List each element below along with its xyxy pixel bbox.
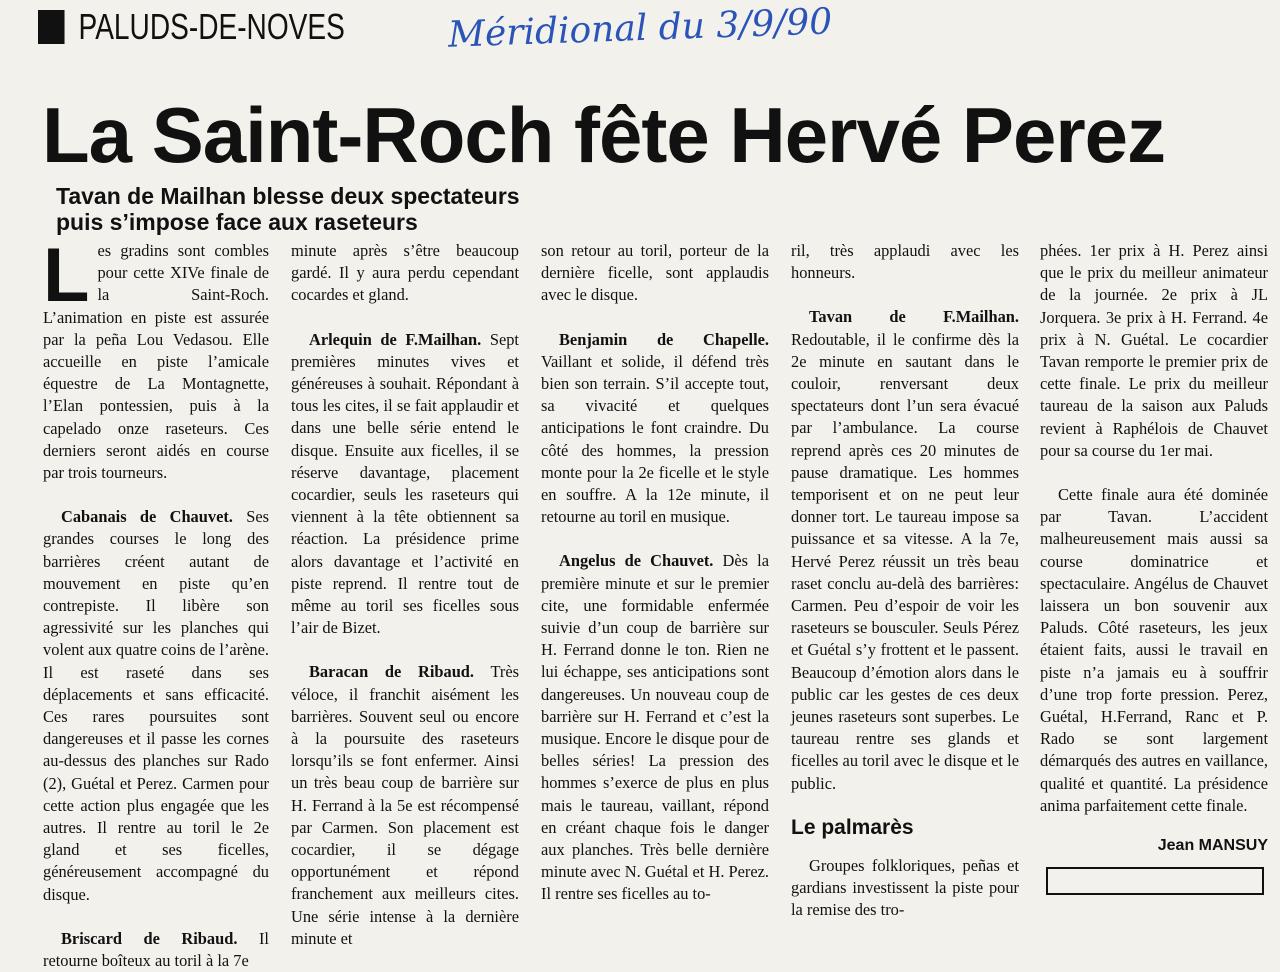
article-column-4 xyxy=(791,240,1019,920)
article-column-2 xyxy=(291,240,519,948)
paragraph-benjamin xyxy=(541,329,769,529)
author-signature: Jean MANSUY xyxy=(1157,837,1268,855)
paragraph-continuation: son retour au toril, porteur de la dernière ficelle, sont applaudis avec le disque. xyxy=(541,241,769,305)
section-rubric xyxy=(38,6,345,48)
subheadline-line-1: Tavan de Mailhan blesse deux spectateurs xyxy=(56,183,520,209)
paragraph-continuation: minute après s’être beaucoup gardé. Il y aura perdu cependant cocardes et gland. xyxy=(291,241,519,305)
drop-cap: L xyxy=(43,233,90,318)
paragraph-briscard xyxy=(43,928,269,972)
paragraph-text: Redoutable, il le confirme dès la 2e minute en sautant dans le couloir, renversant deux spectateurs dont l’un sera évacué par l’ambulance. La course reprend après ces 20 minutes de pause dramatique. Les hommes temporisent et on ne peut leur donner tort. Le taureau impose sa puissance et sa vitesse. A la 7e, Hervé Perez réussit un très beau raset conclu au-delà des barrières: Carmen. Peu d’espoir de voir les raseteurs se bousculer. Seuls Pérez et Guétal s’y frottent et le passent. Beaucoup d’émotion alors dans le public car les gestes de ces deux jeunes raseteurs sont superbes. Le taureau rentre ses glands et ficelles au toril avec le disque et le public. xyxy=(791,329,1019,793)
bull-name-cabanais: Cabanais de Chauvet. xyxy=(61,507,233,527)
paragraph-tavan xyxy=(791,306,1019,794)
bull-name-baracan: Baracan de Ribaud. xyxy=(309,662,475,682)
paragraph-text: Ses grandes courses le long des barrières créent autant de mouvement en piste qu’en contrepiste. Il libère son agressivité sur les planches qui volent aux quatre coins de l’arène. Il est raseté dans ses déplacements et sans efficacité. Ces rares poursuites sont dangereuses et il passe les cornes au-dessus des planches sur Rado (2), Guétal et Perez. Carmen pour cette action plus engagée que les autres. Il rentre au toril le 2e gland et ses ficelles, généreusement accompagné du disque. xyxy=(43,507,269,904)
rubric-label: PALUDS-DE-NOVES xyxy=(78,6,345,47)
paragraph-text: Vaillant et solide, il défend très bien son terrain. S’il accepte tout, sa vivacité et quelques anticipations le font craindre. Du côté des hommes, la pression monte pour la 2e ficelle et le style en souffre. A la 12e minute, il retourne au toril en musique. xyxy=(541,351,769,527)
paragraph-palmares: Groupes folkloriques, peñas et gardians investissent la piste pour la remise des tro- xyxy=(791,856,1019,920)
paragraph-text: Dès la première minute et sur le premier cite, une formidable enfermée suivie d’un coup de barrière sur H. Ferrand donne le ton. Rien ne lui échappe, ses anticipations sont dangereuses. Un nouveau coup de barrière sur H. Ferrand et c’est la musique. Encore le disque pour de belles séries! La pression des hommes s’exerce de plus en plus mais le taureau, vaillant, répond en créant chaque fois le danger aux planches. Très belle dernière minute avec N. Guétal et H. Perez. Il rentre ses ficelles au to- xyxy=(541,551,770,904)
bull-name-arlequin: Arlequin de F.Mailhan. xyxy=(309,329,482,349)
paragraph-continuation: phées. 1er prix à H. Perez ainsi que le prix du meilleur animateur de la journée. 2e prix à JL Jorquera. 3e prix à H. Ferrand. 4e prix à N. Guétal. Le cocardier Tavan remporte le premier prix de cette finale. Le prix du meilleur taureau de la saison aux Paluds revient à Raphélois de Chauvet pour sa course du 1er mai. xyxy=(1040,241,1268,460)
subheadline-line-2: puis s’impose face aux raseteurs xyxy=(56,209,418,235)
intro-text: es gradins sont combles pour cette XIVe finale de la Saint-Roch. L’animation en piste est assurée par la peña Lou Vedasou. Elle accueille en piste l’amicale équestre de La Montagnette, l’Elan pontessien, puis à la capelado onze raseteurs. Ces derniers seront aidés en course par trois tourneurs. xyxy=(43,241,269,483)
paragraph-arlequin xyxy=(291,329,519,640)
headline: La Saint-Roch fête Hervé Perez xyxy=(42,91,1166,179)
article-column-3 xyxy=(541,240,769,910)
bull-name-angelus: Angelus de Chauvet. xyxy=(559,551,714,571)
bull-name-briscard: Briscard de Ribaud. xyxy=(61,928,238,948)
article-column-1 xyxy=(43,233,269,971)
paragraph-angelus xyxy=(541,550,769,905)
section-title-palmares: Le palmarès xyxy=(791,815,914,839)
paragraph-continuation: ril, très applaudi avec les honneurs. xyxy=(791,241,1019,283)
rubric-square-icon xyxy=(38,10,65,44)
paragraph-baracan xyxy=(291,661,519,950)
handwritten-date-note: Méridional du 3/9/90 xyxy=(447,1,833,56)
end-box xyxy=(1046,867,1264,895)
subheadline xyxy=(56,183,756,235)
article-column-5 xyxy=(1040,240,1268,910)
paragraph-text: Sept premières minutes vives et généreuses à souhait. Répondant à tous les cites, il se fait applaudir et dans une belle série entend le disque. Ensuite aux ficelles, il se réserve davantage, placement cocardier, seuls les raseteurs qui viennent à la tête obtiennent sa réaction. La présidence prime alors davantage et l’activité en piste reprend. Il rentre tout de même au toril ses ficelles sous l’air de Bizet. xyxy=(291,329,519,638)
paragraph-conclusion: Cette finale aura été dominée par Tavan. L’accident malheureusement mais aussi sa course dominatrice et spectaculaire. Angélus de Chauvet laissera un bon souvenir aux Paluds. Côté raseteurs, les jeux étaient faits, aussi le travail en piste n’a jamais eu à souffrir d’une trop forte pression. Perez, Guétal, H.Ferrand, Ranc et P. Rado se sont largement démarqués des autres en vaillance, qualité et quantité. La présidence anima parfaitement cette finale. xyxy=(1040,485,1268,815)
paragraph-cabanais xyxy=(43,506,269,906)
paragraph-text: Il retourne boîteux au toril à la 7e xyxy=(43,928,269,971)
bull-name-tavan: Tavan de F.Mailhan. xyxy=(809,307,1019,327)
intro-paragraph xyxy=(43,233,269,484)
paragraph-text: Très véloce, il franchit aisément les barrières. Souvent seul ou encore à la poursuite des raseteurs lorsqu’ils se font enfermer. Ainsi un très beau coup de barrière sur H. Ferrand à la 5e est récompensé par Carmen. Son placement est cocardier, il se dégage opportunément et répond franchement aux meilleurs cites. Une série intense à la dernière minute et xyxy=(291,662,519,948)
bull-name-benjamin: Benjamin de Chapelle. xyxy=(559,329,769,349)
